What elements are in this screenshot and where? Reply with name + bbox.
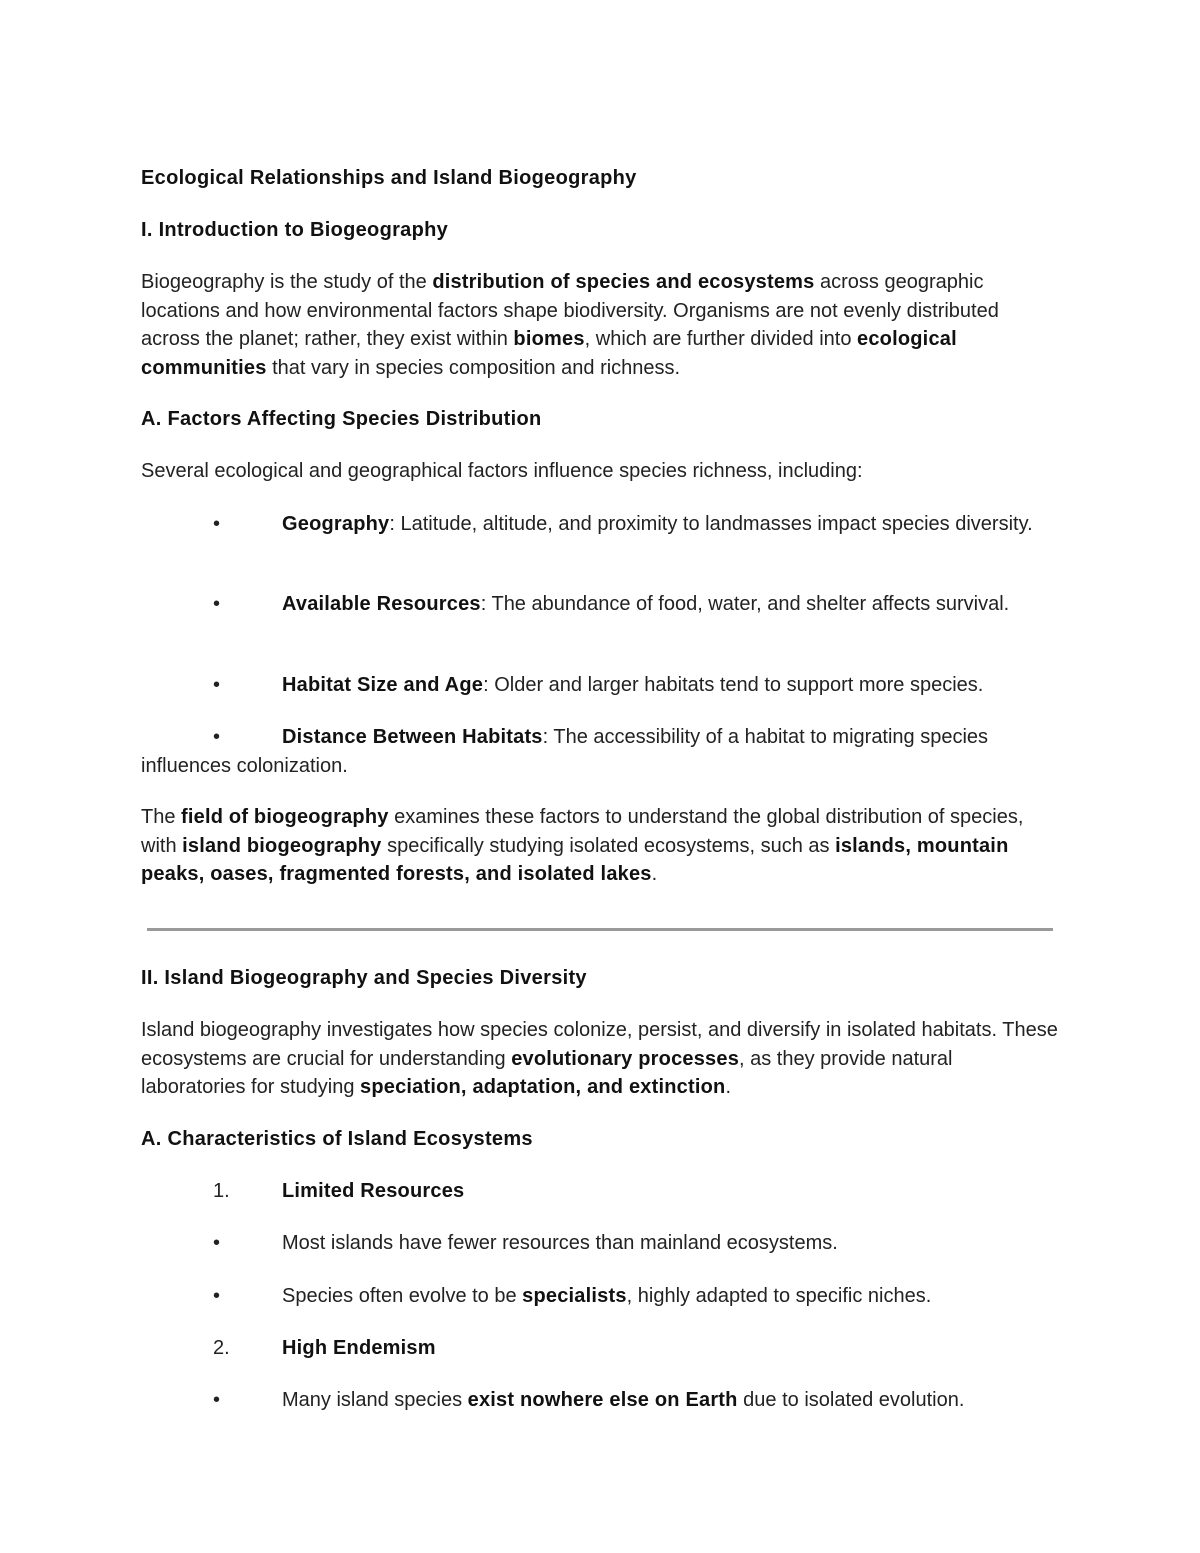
bullet-marker: • bbox=[213, 674, 221, 696]
bullet-marker: • bbox=[213, 1285, 221, 1307]
bullet-marker: • bbox=[213, 1389, 221, 1411]
bullet-marker: • bbox=[213, 726, 221, 748]
list-number: 2. bbox=[213, 1337, 230, 1359]
factor-item-habitat-size-age: • Habitat Size and Age: Older and larger habitats tend to support more species. bbox=[141, 671, 1061, 700]
subsection-1a-closing-paragraph: The field of biogeography examines these factors to understand the global distribution of species, with island biogeography specifically studying isolated ecosystems, such as islands, mountain peaks, oases, fragmented forests, and isolated lakes. bbox=[141, 806, 1024, 885]
list-item-endemic-species: • Many island species exist nowhere else on Earth due to isolated evolution. bbox=[141, 1386, 1061, 1415]
bullet-marker: • bbox=[213, 513, 221, 535]
list-item-specialists: • Species often evolve to be specialists, highly adapted to specific niches. bbox=[141, 1282, 1061, 1311]
factor-item-distance-between-habitats: • Distance Between Habitats: The accessibility of a habitat to migrating species influences colonization. bbox=[141, 723, 1061, 780]
document-title: Ecological Relationships and Island Biogeography bbox=[141, 167, 637, 189]
subsection-1a-heading: A. Factors Affecting Species Distribution bbox=[141, 408, 542, 430]
numbered-item-limited-resources: 1. Limited Resources bbox=[141, 1177, 1061, 1206]
horizontal-divider bbox=[147, 928, 1053, 931]
section-1-heading: I. Introduction to Biogeography bbox=[141, 219, 449, 241]
section-1-intro-paragraph: Biogeography is the study of the distribution of species and ecosystems across geographic locations and how environmental factors shape biodiversity. Organisms are not evenly distributed across the planet; rather, they exist within biomes, which are further divided into ecological communities that vary in species composition and richness. bbox=[141, 271, 999, 379]
subsection-2a-heading: A. Characteristics of Island Ecosystems bbox=[141, 1128, 533, 1150]
factor-item-available-resources: • Available Resources: The abundance of food, water, and shelter affects survival. bbox=[141, 590, 1061, 619]
numbered-item-high-endemism: 2. High Endemism bbox=[141, 1334, 1061, 1363]
section-2-heading: II. Island Biogeography and Species Diversity bbox=[141, 967, 587, 989]
subsection-1a-lead: Several ecological and geographical factors influence species richness, including: bbox=[141, 460, 863, 482]
section-2-intro-paragraph: Island biogeography investigates how species colonize, persist, and diversify in isolated habitats. These ecosystems are crucial for understanding evolutionary processes, as they provide natural laboratories for studying speciation, adaptation, and extinction. bbox=[141, 1019, 1058, 1098]
list-item-fewer-resources: • Most islands have fewer resources than mainland ecosystems. bbox=[141, 1229, 1061, 1258]
bullet-marker: • bbox=[213, 1232, 221, 1254]
factor-item-geography: • Geography: Latitude, altitude, and proximity to landmasses impact species diversity. bbox=[141, 510, 1061, 539]
bullet-marker: • bbox=[213, 593, 221, 615]
list-number: 1. bbox=[213, 1180, 230, 1202]
